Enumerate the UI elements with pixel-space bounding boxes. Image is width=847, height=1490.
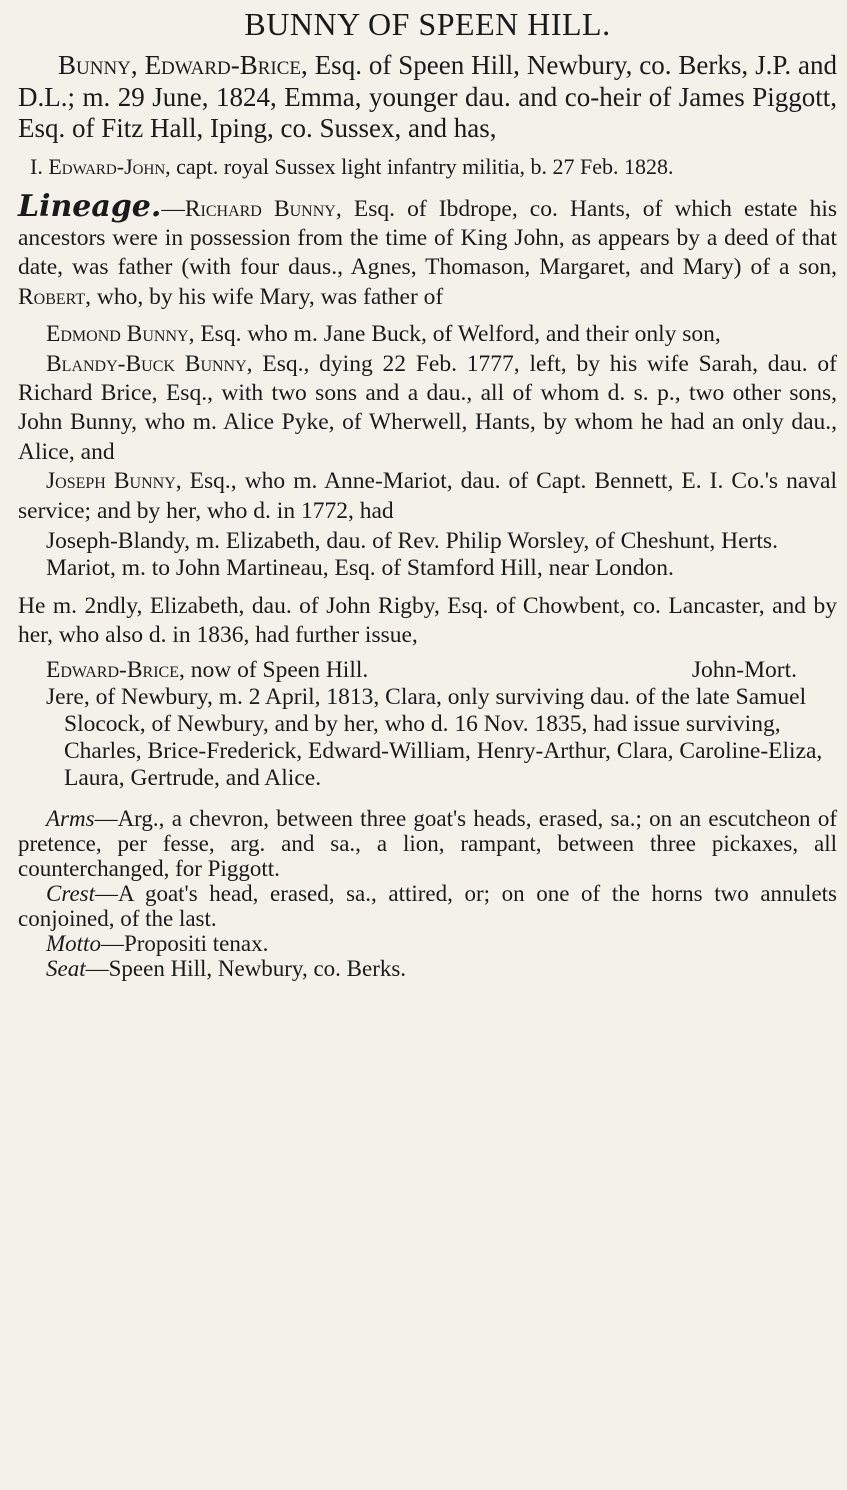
second-marriage-paragraph: He m. 2ndly, Elizabeth, dau. of John Rigby, Esq. of Chowbent, co. Lancaster, and by her, who also d. in 1836, had further issue, (18, 592, 837, 649)
blandy-name: Blandy-Buck Bunny, (46, 350, 253, 377)
lead-name: Bunny, Edward-Brice, (58, 50, 308, 80)
arms-text: —Arg., a chevron, between three goat's heads, erased, sa.; on an escutcheon of pretence, per fesse, arg. and sa., a lion, rampant, between three pickaxes, all counterchanged, for Piggott. (18, 805, 837, 881)
blandy-paragraph (18, 350, 837, 468)
crest-label: Crest (46, 880, 95, 906)
issue-edward-name: Edward-Brice, (46, 656, 185, 683)
edmond-paragraph (18, 320, 837, 349)
document-page (0, 2, 847, 1490)
joseph-paragraph (18, 467, 837, 526)
child-name: Edward-John, (48, 153, 171, 179)
child-text: capt. royal Sussex light infantry militia, b. 27 Feb. 1828. (170, 153, 674, 179)
lead-paragraph (18, 50, 837, 145)
motto-label: Motto (46, 930, 101, 956)
arms-label: Arms (46, 805, 95, 831)
motto-entry (18, 931, 837, 956)
child-number: I. (30, 153, 43, 179)
issue-item: Mariot, m. to John Martineau, Esq. of Stamford Hill, near London. (46, 554, 674, 581)
seat-text: —Speen Hill, Newbury, co. Berks. (85, 955, 407, 981)
crest-entry (18, 881, 837, 931)
child-entry (18, 153, 837, 180)
lineage-name: Richard Bunny, (184, 195, 342, 222)
lineage-son: Robert, (18, 283, 92, 310)
heraldry-block (18, 806, 837, 981)
motto-text: —Propositi tenax. (100, 930, 269, 956)
edmond-text: Esq. who m. Jane Buck, of Welford, and their only son, (194, 321, 721, 348)
issue-jere: Jere, of Newbury, m. 2 April, 1813, Clara, only surviving dau. of the late Samuel Slocock, of Newbury, and by her, who d. 16 Nov. 1835, had issue surviving, Charles, Brice-Frederick, Edward-William, Henry-Arthur, Clara, Caroline-Eliza, Laura, Gertrude, and Alice. (46, 683, 823, 791)
issue-edward (46, 656, 369, 684)
seat-entry (18, 956, 837, 981)
blandy-text: Esq., dying 22 Feb. 1777, left, by his wife Sarah, dau. of Richard Brice, Esq., with two sons and a dau., all of whom d. s. p., two other sons, John Bunny, who m. Alice Pyke, of Wherwell, Hants, by whom he had an only dau., Alice, and (18, 350, 838, 465)
issue-list-second (18, 657, 837, 792)
joseph-name: Joseph Bunny, (46, 468, 182, 495)
lineage-text-2: who, by his wife Mary, was father of (91, 283, 444, 310)
edmond-name: Edmond Bunny, (46, 321, 195, 348)
seat-label: Seat (46, 955, 86, 981)
issue-edward-text: now of Speen Hill. (184, 656, 369, 683)
issue-item: Joseph-Blandy, m. Elizabeth, dau. of Rev. Philip Worsley, of Cheshunt, Herts. (46, 527, 778, 554)
lineage-heading: Lineage. (18, 188, 162, 224)
issue-john-mort: John-Mort. (691, 656, 797, 683)
joseph-text: Esq., who m. Anne-Mariot, dau. of Capt. Bennett, E. I. Co.'s naval service; and by her, who d. in 1772, had (18, 468, 837, 524)
issue-row-edward-john (18, 657, 837, 684)
crest-text: —A goat's head, erased, sa., attired, or; on one of the horns two annulets conjoined, of the last. (18, 880, 837, 931)
arms-entry (18, 806, 837, 881)
issue-list-first (18, 528, 837, 582)
lead-text: Esq. of Speen Hill, Newbury, co. Berks, J.P. and D.L.; m. 29 June, 1824, Emma, younger dau. and co-heir of James Piggott, Esq. of Fitz Hall, Iping, co. Sussex, and has, (18, 50, 837, 143)
page-title: BUNNY OF SPEEN HILL. (244, 6, 611, 42)
lineage-paragraph (18, 188, 838, 313)
lineage-text: Esq. of Ibdrope, co. Hants, of which estate his ancestors were in possession from the time of King John, as appears by a deed of that date, was father (with four daus., Agnes, Thomason, Margaret, and Mary) of a son, (18, 195, 838, 281)
lineage-dash: — (161, 195, 185, 222)
